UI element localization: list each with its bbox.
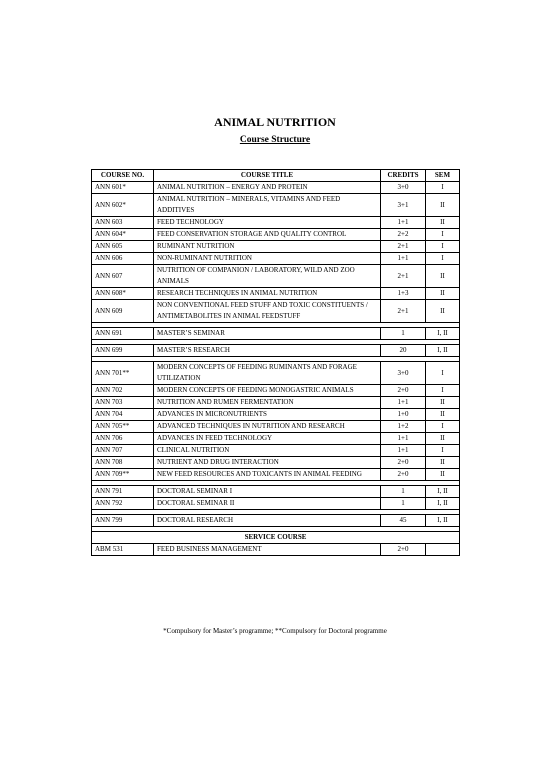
course-sem: II xyxy=(426,409,460,421)
course-credits: 2+0 xyxy=(381,544,426,556)
course-title: RUMINANT NUTRITION xyxy=(154,241,381,253)
course-title: CLINICAL NUTRITION xyxy=(154,445,381,457)
course-title: ADVANCES IN MICRONUTRIENTS xyxy=(154,409,381,421)
course-credits: 1+2 xyxy=(381,421,426,433)
table-row xyxy=(92,469,460,481)
table-row xyxy=(92,241,460,253)
course-sem: I, II xyxy=(426,515,460,527)
course-sem: I xyxy=(426,253,460,265)
course-credits: 1 xyxy=(381,498,426,510)
course-code: ANN 601* xyxy=(92,182,154,194)
course-code: ANN 608* xyxy=(92,288,154,300)
course-credits: 2+0 xyxy=(381,457,426,469)
table-row xyxy=(92,300,460,323)
table-row xyxy=(92,457,460,469)
course-sem: I, II xyxy=(426,328,460,340)
section-heading-row xyxy=(92,532,460,544)
course-sem xyxy=(426,544,460,556)
course-title: MASTER’S RESEARCH xyxy=(154,345,381,357)
table-row xyxy=(92,345,460,357)
table-row xyxy=(92,486,460,498)
course-sem: II xyxy=(426,457,460,469)
course-code: ANN 791 xyxy=(92,486,154,498)
course-credits: 1+1 xyxy=(381,433,426,445)
table-row xyxy=(92,433,460,445)
table-row xyxy=(92,445,460,457)
course-credits: 1 xyxy=(381,328,426,340)
course-credits: 3+0 xyxy=(381,182,426,194)
course-code: ANN 701** xyxy=(92,362,154,385)
course-code: ANN 605 xyxy=(92,241,154,253)
footnote: *Compulsory for Master’s programme; **Compulsory for Doctoral programme xyxy=(163,627,387,635)
course-title: NON-RUMINANT NUTRITION xyxy=(154,253,381,265)
course-sem: II xyxy=(426,288,460,300)
course-sem: I, II xyxy=(426,498,460,510)
course-sem: I xyxy=(426,421,460,433)
table-row xyxy=(92,328,460,340)
table-row xyxy=(92,409,460,421)
course-sem: II xyxy=(426,265,460,288)
course-code: ANN 603 xyxy=(92,217,154,229)
section-heading: SERVICE COURSE xyxy=(92,532,460,544)
table-row xyxy=(92,182,460,194)
header-credits: CREDITS xyxy=(381,170,426,182)
course-code: ANN 709** xyxy=(92,469,154,481)
course-sem: II xyxy=(426,433,460,445)
course-code: ANN 609 xyxy=(92,300,154,323)
course-sem: II xyxy=(426,300,460,323)
course-title: DOCTORAL RESEARCH xyxy=(154,515,381,527)
course-credits: 20 xyxy=(381,345,426,357)
course-credits: 2+1 xyxy=(381,265,426,288)
course-credits: 3+0 xyxy=(381,362,426,385)
table-row xyxy=(92,397,460,409)
course-sem: I xyxy=(426,445,460,457)
course-code: ANN 703 xyxy=(92,397,154,409)
course-credits: 2+1 xyxy=(381,300,426,323)
course-code: ANN 691 xyxy=(92,328,154,340)
course-title: NON CONVENTIONAL FEED STUFF AND TOXIC CONSTITUENTS / ANTIMETABOLITES IN ANIMAL FEEDSTUFF xyxy=(154,300,381,323)
course-credits: 3+1 xyxy=(381,194,426,217)
course-code: ANN 792 xyxy=(92,498,154,510)
course-title: MODERN CONCEPTS OF FEEDING MONOGASTRIC ANIMALS xyxy=(154,385,381,397)
course-sem: II xyxy=(426,397,460,409)
table-row xyxy=(92,421,460,433)
course-credits: 1+3 xyxy=(381,288,426,300)
course-title: ADVANCES IN FEED TECHNOLOGY xyxy=(154,433,381,445)
course-sem: I, II xyxy=(426,486,460,498)
course-credits: 1+1 xyxy=(381,397,426,409)
table-row xyxy=(92,253,460,265)
course-credits: 1+1 xyxy=(381,253,426,265)
course-sem: I xyxy=(426,362,460,385)
course-title: DOCTORAL SEMINAR II xyxy=(154,498,381,510)
course-credits: 1+1 xyxy=(381,445,426,457)
course-sem: II xyxy=(426,469,460,481)
course-credits: 45 xyxy=(381,515,426,527)
course-title: RESEARCH TECHNIQUES IN ANIMAL NUTRITION xyxy=(154,288,381,300)
table-row xyxy=(92,362,460,385)
table-body xyxy=(92,182,460,556)
course-title: FEED TECHNOLOGY xyxy=(154,217,381,229)
table-row xyxy=(92,385,460,397)
course-code: ANN 705** xyxy=(92,421,154,433)
course-title: ANIMAL NUTRITION – MINERALS, VITAMINS AND FEED ADDITIVES xyxy=(154,194,381,217)
course-title: ANIMAL NUTRITION – ENERGY AND PROTEIN xyxy=(154,182,381,194)
table-row xyxy=(92,217,460,229)
table-row xyxy=(92,515,460,527)
course-title: FEED BUSINESS MANAGEMENT xyxy=(154,544,381,556)
course-code: ANN 707 xyxy=(92,445,154,457)
course-credits: 2+1 xyxy=(381,241,426,253)
course-code: ANN 602* xyxy=(92,194,154,217)
course-sem: I, II xyxy=(426,345,460,357)
table-row xyxy=(92,194,460,217)
course-credits: 2+0 xyxy=(381,385,426,397)
course-title: MASTER’S SEMINAR xyxy=(154,328,381,340)
course-code: ANN 604* xyxy=(92,229,154,241)
course-code: ABM 531 xyxy=(92,544,154,556)
page-title: ANIMAL NUTRITION xyxy=(214,115,336,129)
header-course-title: COURSE TITLE xyxy=(154,170,381,182)
course-title: NEW FEED RESOURCES AND TOXICANTS IN ANIMAL FEEDING xyxy=(154,469,381,481)
course-credits: 2+0 xyxy=(381,469,426,481)
course-code: ANN 607 xyxy=(92,265,154,288)
table-row xyxy=(92,498,460,510)
course-sem: I xyxy=(426,241,460,253)
course-credits: 2+2 xyxy=(381,229,426,241)
course-title: DOCTORAL SEMINAR I xyxy=(154,486,381,498)
course-title: NUTRITION AND RUMEN FERMENTATION xyxy=(154,397,381,409)
course-title: FEED CONSERVATION STORAGE AND QUALITY CONTROL xyxy=(154,229,381,241)
table-row xyxy=(92,544,460,556)
course-credits: 1+0 xyxy=(381,409,426,421)
course-sem: II xyxy=(426,217,460,229)
course-sem: II xyxy=(426,194,460,217)
course-sem: I xyxy=(426,385,460,397)
course-title: NUTRITION OF COMPANION / LABORATORY, WILD AND ZOO ANIMALS xyxy=(154,265,381,288)
table-row xyxy=(92,288,460,300)
course-credits: 1+1 xyxy=(381,217,426,229)
course-code: ANN 699 xyxy=(92,345,154,357)
course-credits: 1 xyxy=(381,486,426,498)
course-sem: I xyxy=(426,182,460,194)
table-row xyxy=(92,265,460,288)
table-row xyxy=(92,229,460,241)
course-structure-table xyxy=(91,169,460,556)
header-sem: SEM xyxy=(426,170,460,182)
course-title: NUTRIENT AND DRUG INTERACTION xyxy=(154,457,381,469)
course-title: ADVANCED TECHNIQUES IN NUTRITION AND RESEARCH xyxy=(154,421,381,433)
course-code: ANN 708 xyxy=(92,457,154,469)
course-code: ANN 702 xyxy=(92,385,154,397)
header-course-no: COURSE NO. xyxy=(92,170,154,182)
course-code: ANN 706 xyxy=(92,433,154,445)
page-subtitle: Course Structure xyxy=(239,135,311,145)
course-code: ANN 799 xyxy=(92,515,154,527)
course-code: ANN 606 xyxy=(92,253,154,265)
course-title: MODERN CONCEPTS OF FEEDING RUMINANTS AND FORAGE UTILIZATION xyxy=(154,362,381,385)
course-sem: I xyxy=(426,229,460,241)
table-header-row xyxy=(92,170,460,182)
course-code: ANN 704 xyxy=(92,409,154,421)
